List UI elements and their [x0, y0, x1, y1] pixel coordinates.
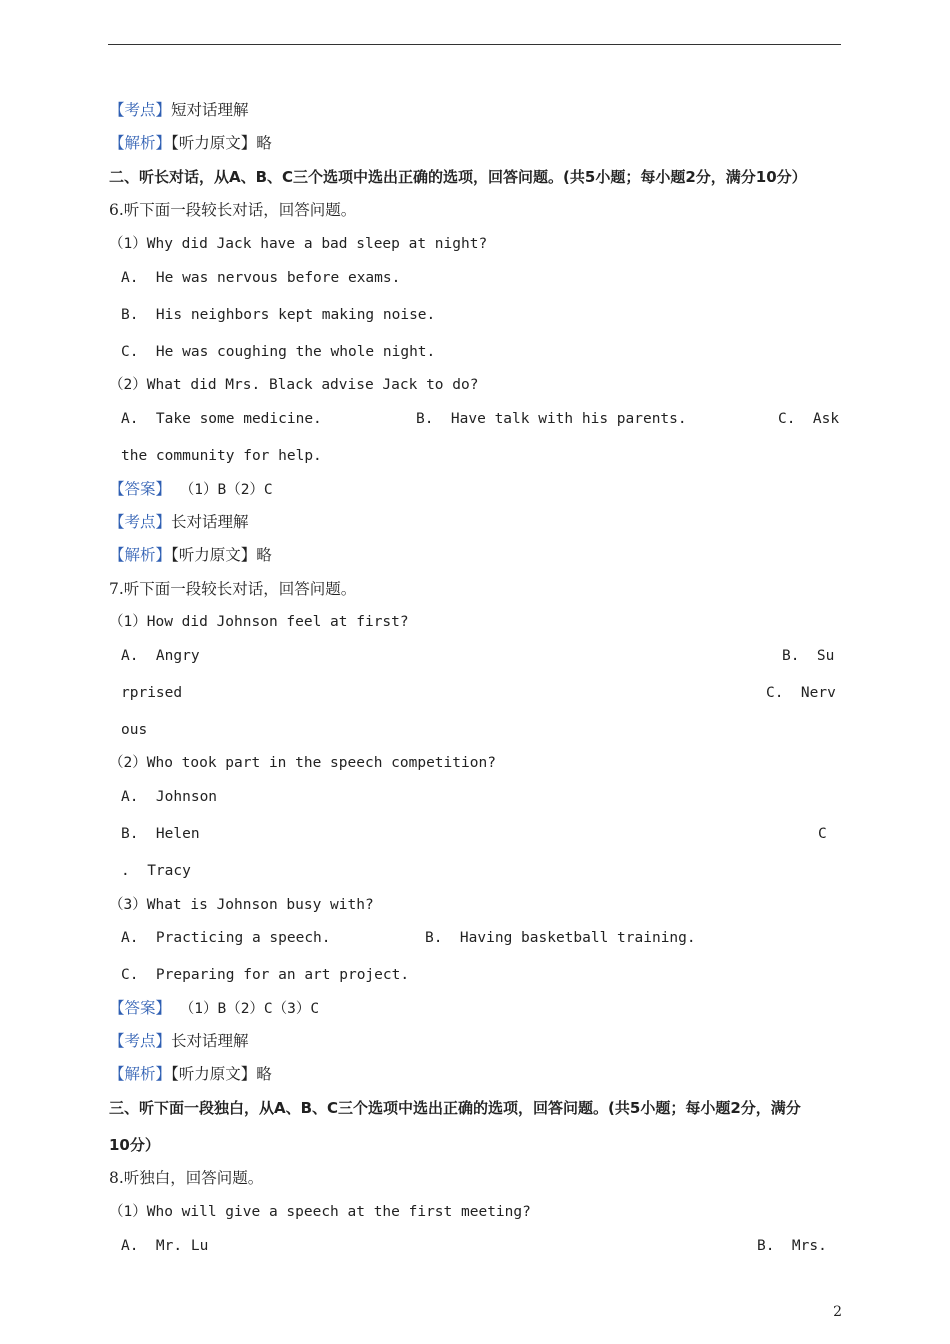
jiexi-text: 【听力原文】略 [171, 1065, 272, 1083]
q7-sub3-option-c: C. Preparing for an art project. [121, 967, 410, 983]
q7-sub2-option-c-cont: . Tracy [121, 863, 191, 879]
kaodian-tag: 【考点】 [109, 513, 172, 531]
q7-sub3-question: （3）What is Johnson busy with? [109, 897, 374, 913]
jiexi-line [109, 133, 272, 153]
q8-sub1-question: （1）Who will give a speech at the first meeting? [109, 1204, 531, 1220]
kaodian-text: 长对话理解 [171, 513, 249, 531]
q7-sub1-option-c-cont: ous [121, 722, 148, 738]
q7-jiexi-line [109, 1064, 272, 1084]
q6-sub1-option-b: B. His neighbors kept making noise. [121, 307, 436, 323]
q7-kaodian-line [109, 1031, 249, 1051]
jiexi-text: 【听力原文】略 [171, 546, 272, 564]
jiexi-tag: 【解析】 [109, 546, 172, 564]
jiexi-tag: 【解析】 [109, 134, 172, 152]
q7-sub1-option-b: B. Su [782, 648, 835, 664]
jiexi-tag: 【解析】 [109, 1065, 172, 1083]
q6-sub2-option-b: B. Have talk with his parents. [416, 411, 687, 427]
kaodian-text: 短对话理解 [171, 101, 249, 119]
q6-sub1-option-c: C. He was coughing the whole night. [121, 344, 436, 360]
q7-answer-line [109, 998, 319, 1019]
q7-sub3-option-b: B. Having basketball training. [425, 930, 696, 946]
q7-sub1-option-c: C. Nerv [766, 685, 836, 701]
jiexi-text: 【听力原文】略 [171, 134, 272, 152]
answer-text: （1）B（2）C（3）C [171, 1001, 320, 1017]
answer-tag: 【答案】 [109, 999, 172, 1017]
q6-sub1-option-a: A. He was nervous before exams. [121, 270, 401, 286]
q6-sub2-option-c: C. Ask [778, 411, 840, 427]
q6-sub2-question: （2）What did Mrs. Black advise Jack to do? [109, 377, 479, 393]
q7-sub1-question: （1）How did Johnson feel at first? [109, 614, 409, 630]
kaodian-text: 长对话理解 [171, 1032, 249, 1050]
answer-tag: 【答案】 [109, 480, 172, 498]
q6-sub1-question: （1）Why did Jack have a bad sleep at night? [109, 236, 488, 252]
q7-sub2-option-b: B. Helen [121, 826, 200, 842]
q6-sub2-option-c-cont: the community for help. [121, 448, 322, 464]
q7-sub3-option-a: A. Practicing a speech. [121, 930, 331, 946]
q6-intro: 6.听下面一段较长对话，回答问题。 [109, 201, 357, 219]
section3-title-line1: 三、听下面一段独白，从A、B、C三个选项中选出正确的选项，回答问题。(共5小题；每小题2分，满分 [109, 1099, 801, 1117]
q6-answer-line [109, 479, 273, 500]
q7-sub1-option-b-cont: rprised [121, 685, 183, 701]
header-rule [108, 44, 841, 45]
kaodian-tag: 【考点】 [109, 1032, 172, 1050]
q7-intro: 7.听下面一段较长对话，回答问题。 [109, 580, 357, 598]
q8-intro: 8.听独白，回答问题。 [109, 1169, 264, 1187]
q7-sub1-option-a: A. Angry [121, 648, 200, 664]
q8-sub1-option-a: A. Mr. Lu [121, 1238, 209, 1254]
q6-jiexi-line [109, 545, 272, 565]
kaodian-tag: 【考点】 [109, 101, 172, 119]
q8-sub1-option-b: B. Mrs. [757, 1238, 827, 1254]
q7-sub2-option-c: C [818, 826, 827, 842]
page-number: 2 [833, 1304, 842, 1320]
kaodian-line [109, 100, 249, 120]
q6-kaodian-line [109, 512, 249, 532]
section3-title-line2: 10分） [109, 1136, 160, 1154]
q7-sub2-option-a: A. Johnson [121, 789, 218, 805]
section2-title: 二、听长对话，从A、B、C三个选项中选出正确的选项，回答问题。(共5小题；每小题2分，满分10分） [109, 168, 807, 186]
q7-sub2-question: （2）Who took part in the speech competition? [109, 755, 496, 771]
q6-sub2-option-a: A. Take some medicine. [121, 411, 322, 427]
answer-text: （1）B（2）C [171, 482, 273, 498]
